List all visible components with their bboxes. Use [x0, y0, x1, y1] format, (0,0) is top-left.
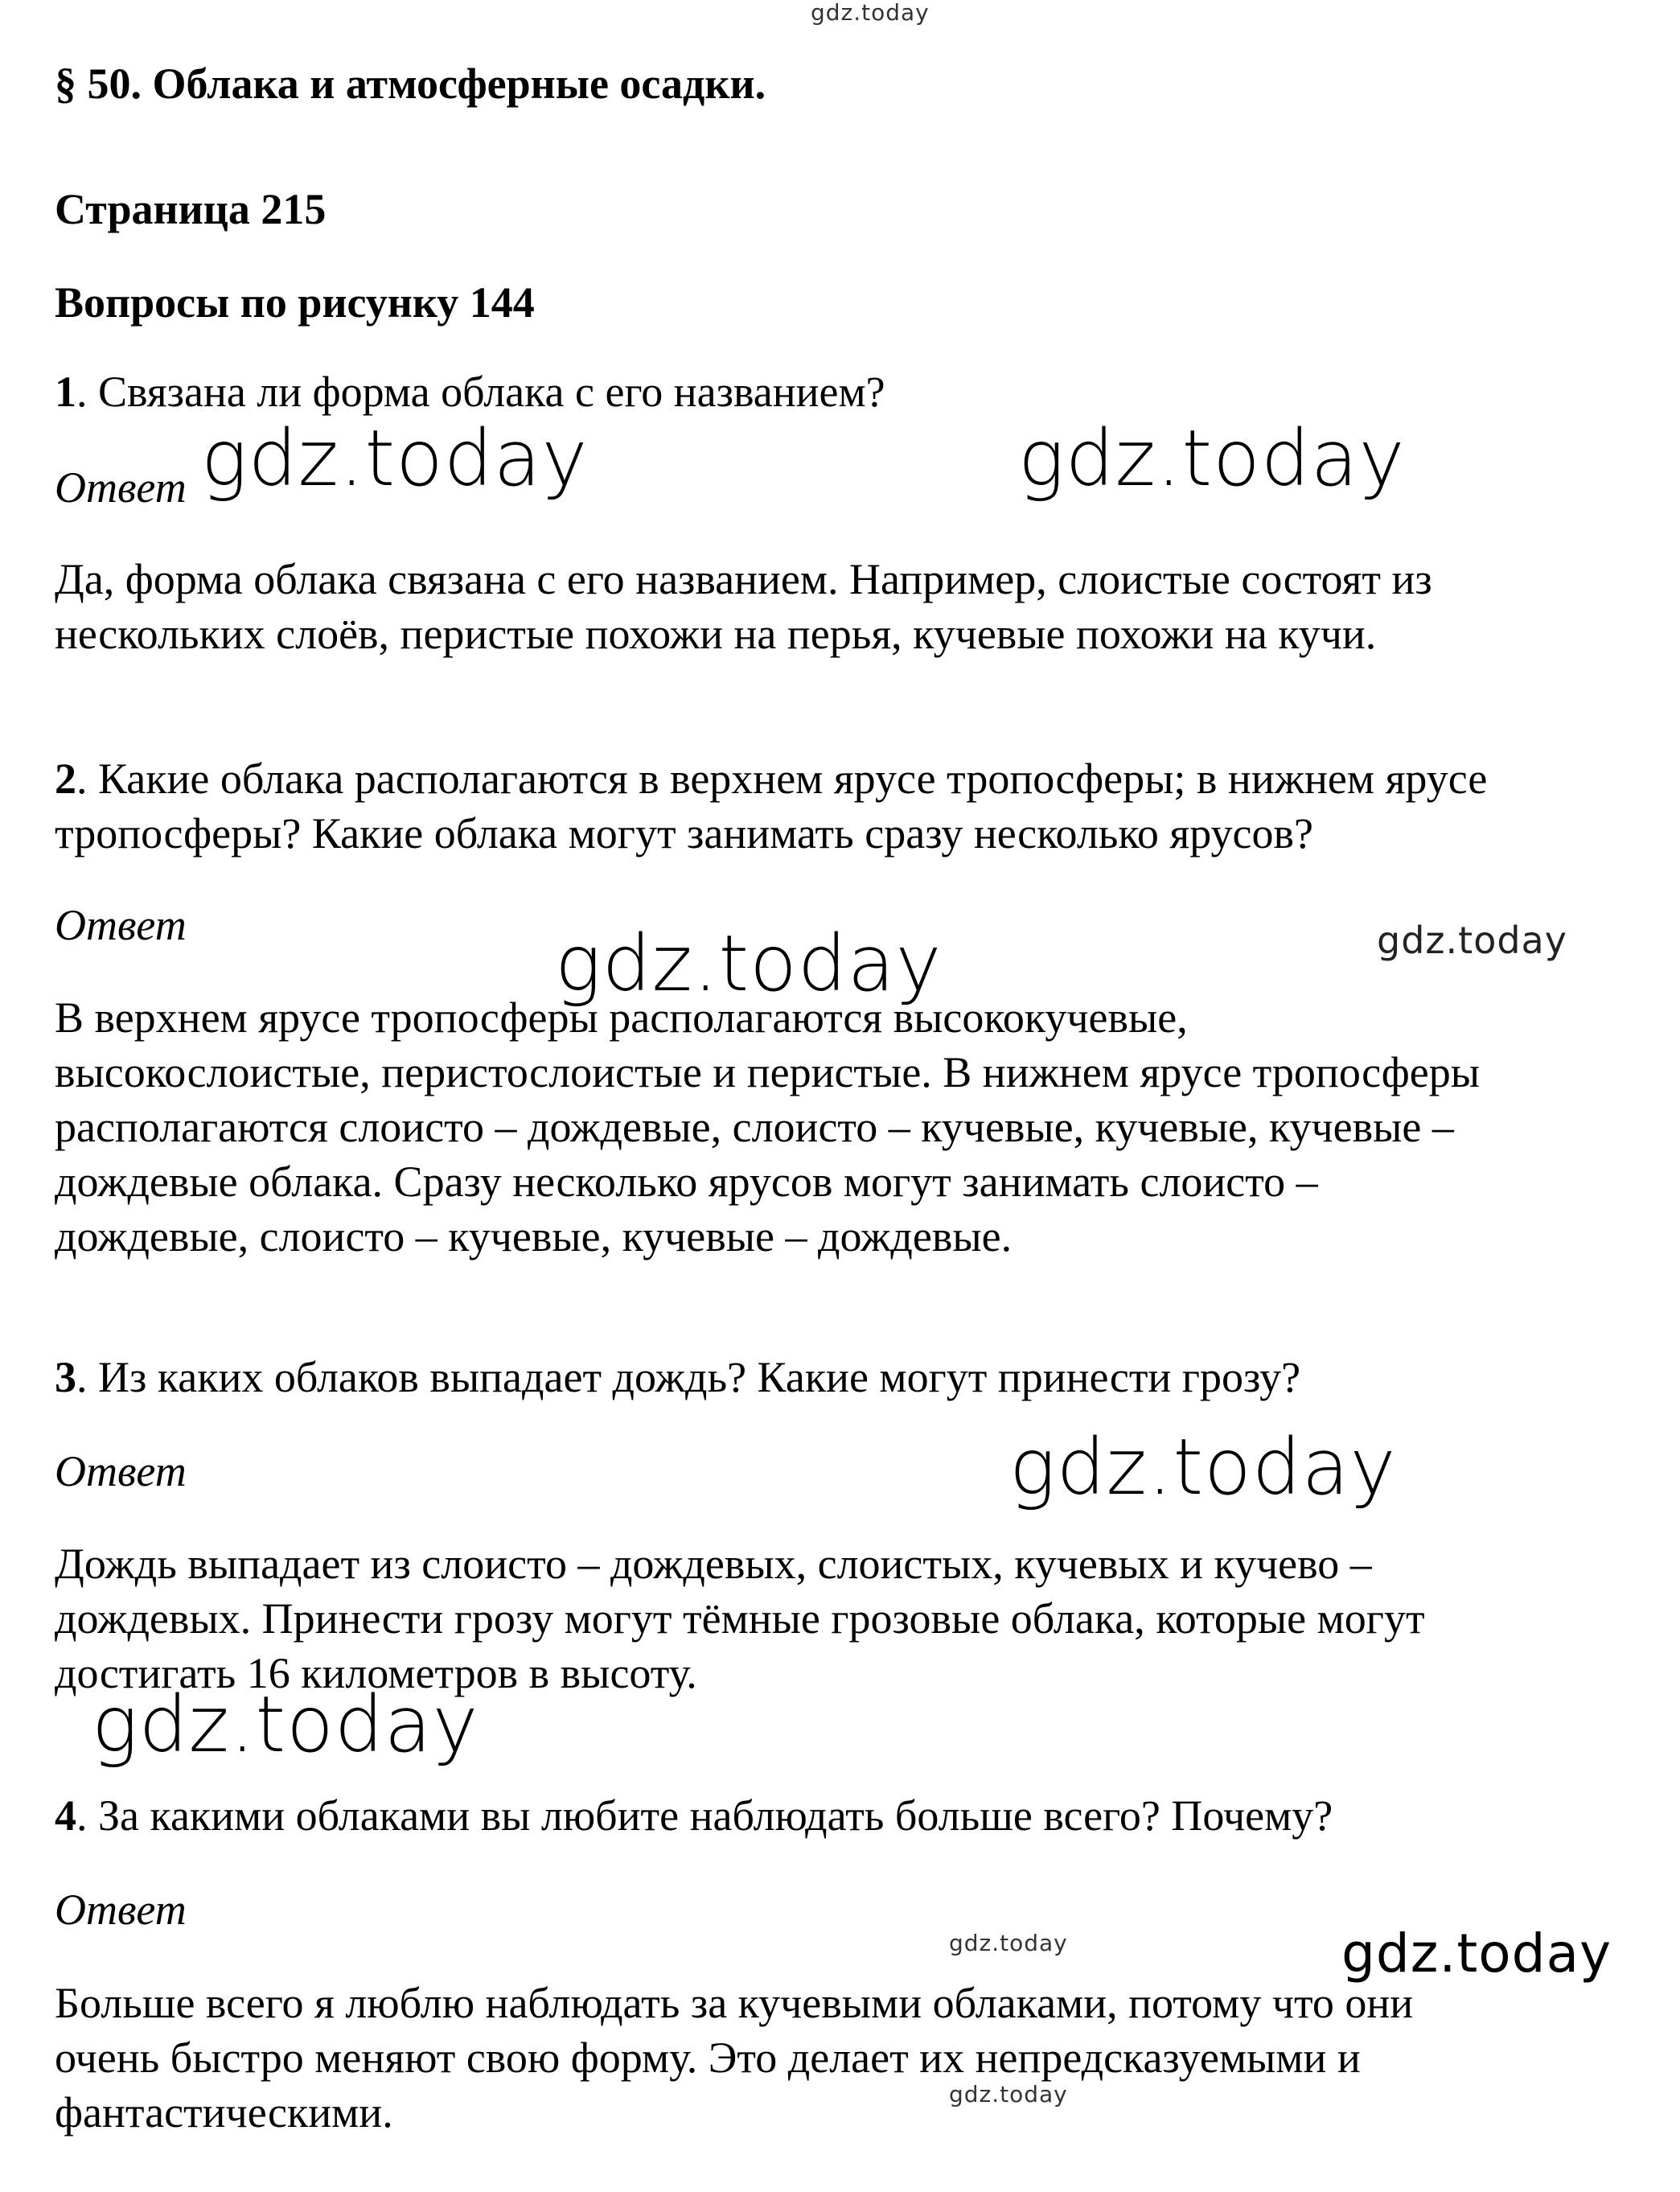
- answer-line: высокослоистые, перистослоистые и перистые. В нижнем ярусе тропосферы: [55, 1048, 1481, 1096]
- question-4: [55, 1790, 1655, 1842]
- answer-line: дождевые, слоисто – кучевые, кучевые – дождевые.: [55, 1212, 1013, 1261]
- answer-line: дождевые облака. Сразу несколько ярусов могут занимать слоисто –: [55, 1158, 1318, 1206]
- answer-line: Да, форма облака связана с его названием. Например, слоистые состоят из: [55, 555, 1432, 603]
- answer-line: дождевых. Принести грозу могут тёмные грозовые облака, которые могут: [55, 1594, 1425, 1643]
- question-number: 4: [55, 1791, 76, 1840]
- question-3: [55, 1351, 1655, 1404]
- question-text: . Какие облака располагаются в верхнем ярусе тропосферы; в нижнем ярусе: [76, 755, 1488, 803]
- answer-line: очень быстро меняют свою форму. Это делает их непредсказуемыми и: [55, 2034, 1361, 2082]
- question-1: [55, 366, 1655, 418]
- question-text: . Связана ли форма облака с его названием?: [76, 368, 885, 416]
- question-number: 3: [55, 1353, 76, 1401]
- watermark: gdz.today: [1341, 1923, 1612, 1984]
- answer-label-1: Ответ: [55, 463, 187, 512]
- section-title: § 50. Облака и атмосферные осадки.: [55, 60, 766, 108]
- page-label: Страница 215: [55, 185, 327, 233]
- watermark-top: gdz.today: [811, 0, 930, 26]
- watermark: gdz.today: [1018, 413, 1406, 504]
- watermark: gdz.today: [555, 919, 943, 1009]
- answer-text-4: [55, 1976, 1655, 2140]
- question-2: [55, 751, 1655, 861]
- question-number: 1: [55, 368, 76, 416]
- watermark: gdz.today: [92, 1680, 479, 1770]
- answer-line: располагаются слоисто – дождевые, слоисто – кучевые, кучевые, кучевые –: [55, 1103, 1454, 1151]
- subsection-title: Вопросы по рисунку 144: [55, 278, 535, 327]
- question-text: тропосферы? Какие облака могут занимать сразу несколько ярусов?: [55, 809, 1313, 857]
- answer-line: Дождь выпадает из слоисто – дождевых, слоистых, кучевых и кучево –: [55, 1540, 1372, 1588]
- watermark: gdz.today: [1009, 1422, 1397, 1512]
- answer-text-2: [55, 990, 1655, 1264]
- answer-label-4: Ответ: [55, 1886, 187, 1934]
- question-text: . Из каких облаков выпадает дождь? Какие могут принести грозу?: [76, 1353, 1301, 1401]
- answer-line: достигать 16 километров в высоту.: [55, 1649, 697, 1697]
- answer-label-2: Ответ: [55, 901, 187, 949]
- answer-line: нескольких слоёв, перистые похожи на перья, кучевые похожи на кучи.: [55, 610, 1377, 658]
- answer-text-3: [55, 1536, 1655, 1701]
- answer-line: фантастическими.: [55, 2088, 393, 2136]
- question-text: . За какими облаками вы любите наблюдать больше всего? Почему?: [76, 1791, 1333, 1840]
- answer-text-1: [55, 552, 1655, 661]
- watermark: gdz.today: [201, 413, 589, 504]
- answer-line: В верхнем ярусе тропосферы располагаются высококучевые,: [55, 993, 1188, 1042]
- answer-line: Больше всего я люблю наблюдать за кучевыми облаками, потому что они: [55, 1979, 1414, 2027]
- watermark: gdz.today: [949, 1930, 1068, 1956]
- watermark: gdz.today: [949, 2081, 1068, 2108]
- question-number: 2: [55, 755, 76, 803]
- answer-label-3: Ответ: [55, 1447, 187, 1495]
- watermark: gdz.today: [1377, 919, 1567, 962]
